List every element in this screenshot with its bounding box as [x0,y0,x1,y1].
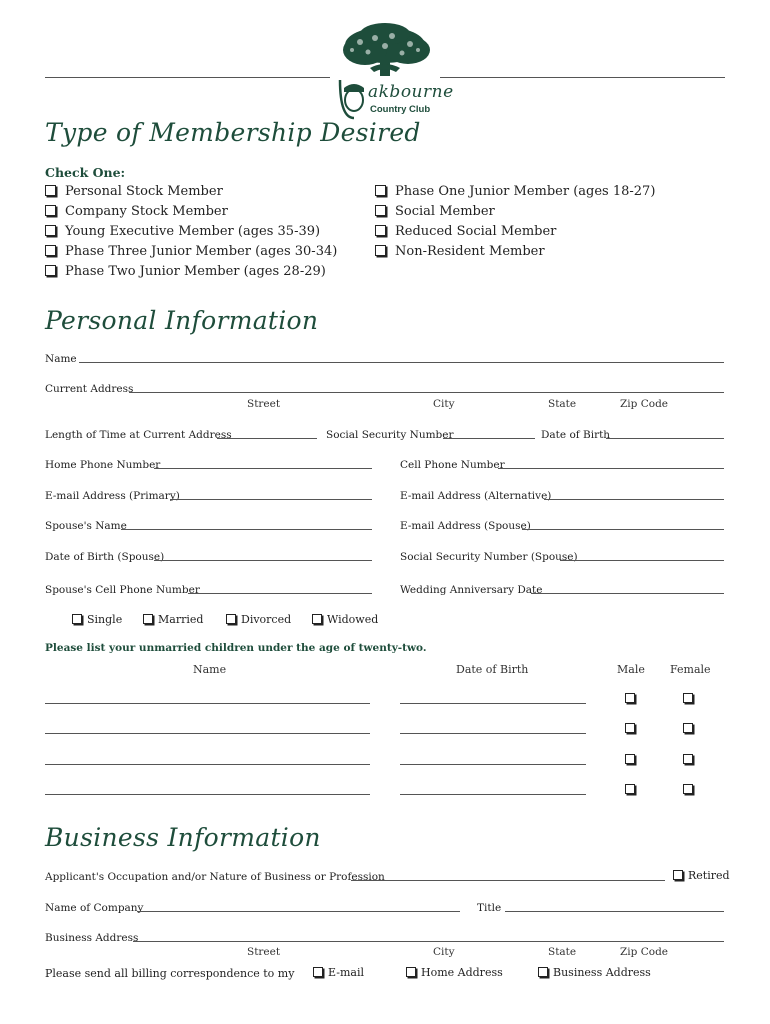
acorn-icon [340,80,364,118]
occupation-label: Applicant's Occupation and/or Nature of Business or Profession [45,871,385,883]
title-label: Title [477,902,502,914]
membership-option-reduced-social[interactable]: Reduced Social Member [375,224,556,239]
marital-single[interactable]: Single [72,613,122,626]
children-header-name: Name [193,663,227,676]
membership-heading: Type of Membership Desired [45,118,421,147]
length-time-field[interactable] [217,438,317,439]
child-dob-field[interactable] [400,703,586,704]
spouse-cell-label: Spouse's Cell Phone Number [45,584,200,596]
business-zip-caption: Zip Code [620,946,669,958]
checkbox-icon[interactable] [143,614,153,624]
email-primary-field[interactable] [170,499,372,500]
checkbox-icon[interactable] [45,245,56,256]
membership-option-social[interactable]: Social Member [375,204,495,219]
dob-spouse-label: Date of Birth (Spouse) [45,551,165,563]
club-logo [330,20,454,125]
child-name-field[interactable] [45,764,370,765]
billing-email-option[interactable]: E-mail [313,966,364,979]
header-rule-left [45,77,330,78]
spouse-name-field[interactable] [121,529,372,530]
checkbox-icon[interactable] [45,225,56,236]
name-label: Name [45,353,77,365]
home-phone-field[interactable] [154,468,372,469]
child-dob-field[interactable] [400,764,586,765]
checkbox-icon[interactable] [673,870,683,880]
email-spouse-label: E-mail Address (Spouse) [400,520,531,532]
checkbox-icon[interactable] [72,614,82,624]
billing-home-option[interactable]: Home Address [406,966,503,979]
street-caption: Street [247,398,281,410]
membership-option-company-stock[interactable]: Company Stock Member [45,204,228,219]
state-caption: State [548,398,577,410]
logo-subtitle: Country Club [370,104,431,115]
membership-option-phase-two[interactable]: Phase Two Junior Member (ages 28-29) [45,264,326,279]
dob-field[interactable] [606,438,724,439]
child-name-field[interactable] [45,733,370,734]
children-header-female: Female [670,663,711,676]
checkbox-icon[interactable] [45,205,56,216]
children-header-male: Male [617,663,645,676]
title-field[interactable] [505,911,724,912]
cell-phone-label: Cell Phone Number [400,459,505,471]
ssn-spouse-label: Social Security Number (Spouse) [400,551,578,563]
email-primary-label: E-mail Address (Primary) [45,490,180,502]
children-header-dob: Date of Birth [456,663,529,676]
header-rule-right [440,77,725,78]
child-name-field[interactable] [45,703,370,704]
checkbox-icon[interactable] [312,614,322,624]
membership-option-young-executive[interactable]: Young Executive Member (ages 35-39) [45,224,320,239]
membership-option-phase-one[interactable]: Phase One Junior Member (ages 18-27) [375,184,655,199]
checkbox-icon[interactable] [375,225,386,236]
child-dob-field[interactable] [400,733,586,734]
company-field[interactable] [137,911,460,912]
ssn-spouse-field[interactable] [560,560,724,561]
child-name-field[interactable] [45,794,370,795]
business-state-caption: State [548,946,577,958]
billing-prompt: Please send all billing correspondence to my [45,967,295,980]
membership-option-personal-stock[interactable]: Personal Stock Member [45,184,223,199]
personal-heading: Personal Information [45,306,319,335]
child-female-checkbox[interactable] [683,784,693,794]
wedding-field[interactable] [531,593,724,594]
email-alt-field[interactable] [544,499,724,500]
checkbox-icon[interactable] [375,205,386,216]
checkbox-icon[interactable] [538,967,548,977]
marital-widowed[interactable]: Widowed [312,613,378,626]
checkbox-icon[interactable] [406,967,416,977]
home-phone-label: Home Phone Number [45,459,161,471]
dob-label: Date of Birth [541,429,611,441]
child-male-checkbox[interactable] [625,784,635,794]
child-male-checkbox[interactable] [625,723,635,733]
child-male-checkbox[interactable] [625,754,635,764]
business-address-field[interactable] [133,941,724,942]
checkbox-icon[interactable] [375,245,386,256]
child-male-checkbox[interactable] [625,693,635,703]
retired-option[interactable]: Retired [673,869,730,882]
wedding-label: Wedding Anniversary Date [400,584,543,596]
child-female-checkbox[interactable] [683,693,693,703]
spouse-name-label: Spouse's Name [45,520,127,532]
ssn-label: Social Security Number [326,429,454,441]
checkbox-icon[interactable] [226,614,236,624]
ssn-field[interactable] [443,438,535,439]
current-address-field[interactable] [129,392,724,393]
dob-spouse-field[interactable] [154,560,372,561]
zip-caption: Zip Code [620,398,669,410]
email-alt-label: E-mail Address (Alternative) [400,490,552,502]
business-heading: Business Information [45,823,321,852]
membership-option-non-resident[interactable]: Non-Resident Member [375,244,545,259]
spouse-cell-field[interactable] [188,593,372,594]
check-one-label: Check One: [45,165,126,180]
child-female-checkbox[interactable] [683,723,693,733]
child-female-checkbox[interactable] [683,754,693,764]
logo-wordmark: akbourne [368,82,454,102]
business-street-caption: Street [247,946,281,958]
business-city-caption: City [433,946,455,958]
marital-married[interactable]: Married [143,613,203,626]
checkbox-icon[interactable] [375,185,386,196]
company-label: Name of Company [45,902,144,914]
occupation-field[interactable] [351,880,665,881]
membership-option-phase-three[interactable]: Phase Three Junior Member (ages 30-34) [45,244,337,259]
checkbox-icon[interactable] [313,967,323,977]
length-time-label: Length of Time at Current Address [45,429,232,441]
child-dob-field[interactable] [400,794,586,795]
city-caption: City [433,398,455,410]
name-field[interactable] [79,362,724,363]
cell-phone-field[interactable] [498,468,724,469]
business-address-label: Business Address [45,932,139,944]
checkbox-icon[interactable] [45,265,56,276]
children-prompt: Please list your unmarried children under the age of twenty-two. [45,642,427,654]
marital-divorced[interactable]: Divorced [226,613,291,626]
billing-business-option[interactable]: Business Address [538,966,651,979]
current-address-label: Current Address [45,383,134,395]
checkbox-icon[interactable] [45,185,56,196]
email-spouse-field[interactable] [522,529,724,530]
